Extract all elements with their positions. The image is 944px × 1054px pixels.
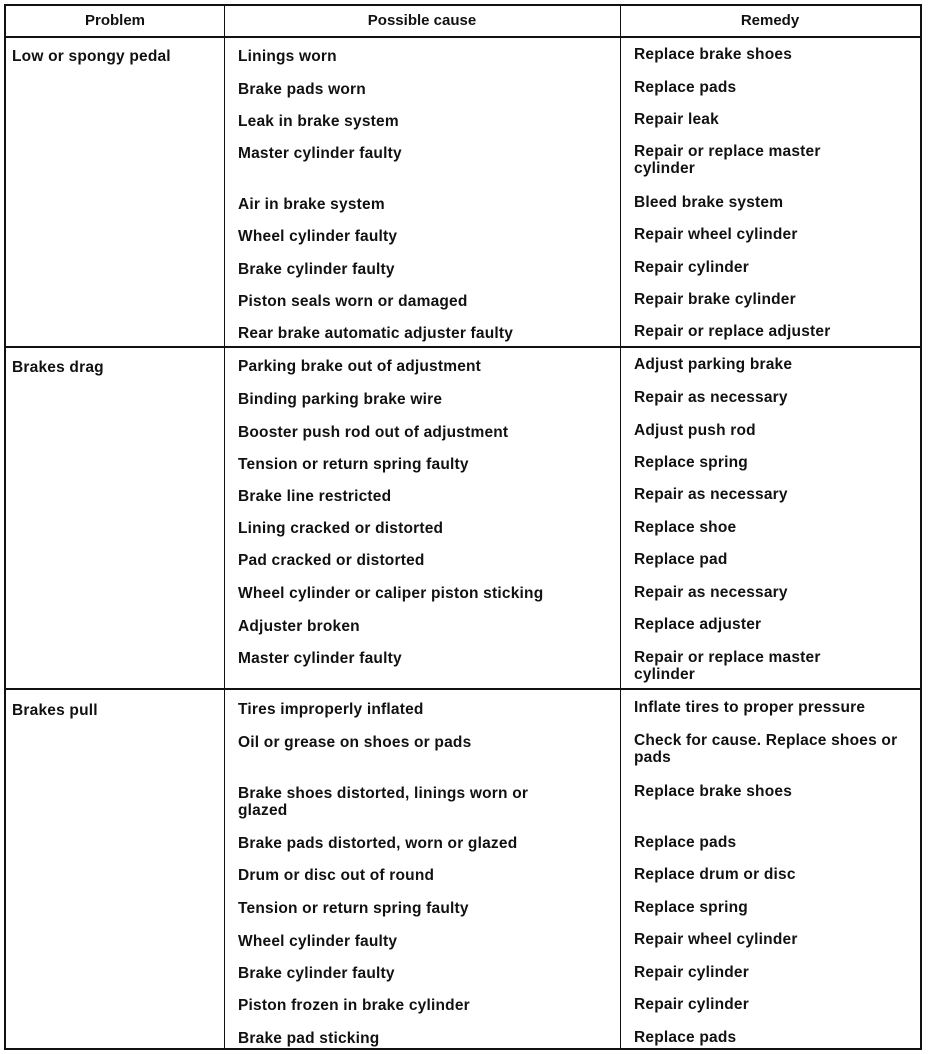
remedy-cell: Repair leak: [634, 111, 719, 128]
cause-cell: Binding parking brake wire: [238, 391, 443, 408]
remedy-cell: Replace pad: [634, 551, 728, 568]
remedy-cell: Repair cylinder: [634, 964, 749, 981]
header-divider: [6, 36, 920, 38]
cause-cell: Brake pads worn: [238, 81, 366, 98]
section-divider: [6, 346, 920, 348]
remedy-cell: Replace adjuster: [634, 616, 762, 633]
remedy-cell: Replace spring: [634, 899, 748, 916]
remedy-cell: Replace pads: [634, 834, 737, 851]
remedy-cell: Adjust parking brake: [634, 356, 793, 373]
remedy-cell: Replace pads: [634, 79, 737, 96]
remedy-cell: Replace shoe: [634, 519, 737, 536]
cause-cell: Oil or grease on shoes or pads: [238, 734, 472, 751]
column-divider: [224, 6, 225, 1048]
remedy-cell: Check for cause. Replace shoes or pads: [634, 732, 898, 766]
cause-cell: Wheel cylinder faulty: [238, 228, 398, 245]
problem-cell: Brakes pull: [12, 702, 98, 719]
remedy-cell: Repair or replace adjuster: [634, 323, 831, 340]
cause-cell: Master cylinder faulty: [238, 650, 402, 667]
cause-cell: Tires improperly inflated: [238, 701, 424, 718]
remedy-cell: Repair cylinder: [634, 259, 749, 276]
cause-cell: Leak in brake system: [238, 113, 399, 130]
remedy-cell: Replace drum or disc: [634, 866, 796, 883]
remedy-cell: Repair as necessary: [634, 486, 788, 503]
remedy-cell: Repair or replace master cylinder: [634, 143, 821, 177]
cause-cell: Booster push rod out of adjustment: [238, 424, 509, 441]
troubleshooting-table: [4, 4, 922, 1050]
cause-cell: Wheel cylinder faulty: [238, 933, 398, 950]
header-remedy: Remedy: [740, 12, 800, 29]
header-cause: Possible cause: [367, 12, 477, 29]
remedy-cell: Repair as necessary: [634, 389, 788, 406]
remedy-cell: Repair wheel cylinder: [634, 931, 798, 948]
cause-cell: Tension or return spring faulty: [238, 900, 469, 917]
cause-cell: Drum or disc out of round: [238, 867, 435, 884]
cause-cell: Parking brake out of adjustment: [238, 358, 482, 375]
problem-cell: Brakes drag: [12, 359, 104, 376]
section-divider: [6, 688, 920, 690]
cause-cell: Brake pads distorted, worn or glazed: [238, 835, 518, 852]
cause-cell: Air in brake system: [238, 196, 385, 213]
column-divider: [620, 6, 621, 1048]
remedy-cell: Repair brake cylinder: [634, 291, 796, 308]
cause-cell: Tension or return spring faulty: [238, 456, 469, 473]
cause-cell: Adjuster broken: [238, 618, 360, 635]
cause-cell: Brake cylinder faulty: [238, 261, 395, 278]
cause-cell: Brake line restricted: [238, 488, 392, 505]
remedy-cell: Replace brake shoes: [634, 46, 793, 63]
cause-cell: Brake shoes distorted, linings worn or glazed: [238, 785, 529, 819]
cause-cell: Master cylinder faulty: [238, 145, 402, 162]
remedy-cell: Repair wheel cylinder: [634, 226, 798, 243]
remedy-cell: Repair or replace master cylinder: [634, 649, 821, 683]
cause-cell: Brake pad sticking: [238, 1030, 380, 1047]
remedy-cell: Replace pads: [634, 1029, 737, 1046]
remedy-cell: Replace brake shoes: [634, 783, 793, 800]
remedy-cell: Bleed brake system: [634, 194, 784, 211]
remedy-cell: Replace spring: [634, 454, 748, 471]
remedy-cell: Adjust push rod: [634, 422, 756, 439]
cause-cell: Piston frozen in brake cylinder: [238, 997, 470, 1014]
remedy-cell: Repair as necessary: [634, 584, 788, 601]
problem-cell: Low or spongy pedal: [12, 48, 171, 65]
cause-cell: Rear brake automatic adjuster faulty: [238, 325, 514, 342]
cause-cell: Lining cracked or distorted: [238, 520, 444, 537]
remedy-cell: Repair cylinder: [634, 996, 749, 1013]
cause-cell: Pad cracked or distorted: [238, 552, 425, 569]
cause-cell: Brake cylinder faulty: [238, 965, 395, 982]
cause-cell: Piston seals worn or damaged: [238, 293, 468, 310]
header-problem: Problem: [84, 12, 145, 29]
cause-cell: Linings worn: [238, 48, 337, 65]
remedy-cell: Inflate tires to proper pressure: [634, 699, 866, 716]
cause-cell: Wheel cylinder or caliper piston sticking: [238, 585, 544, 602]
